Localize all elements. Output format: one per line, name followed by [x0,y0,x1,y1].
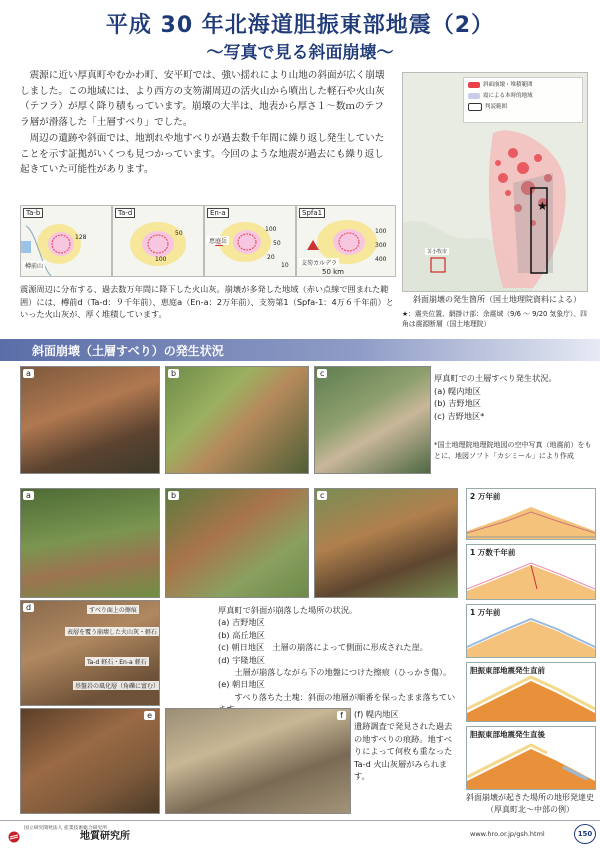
caption-item: すべり落ちた土塊：斜面の地層が順番を保ったまま落ちてい [234,691,456,702]
tephra-map-spfa1: Spfa1 支笏カルデラ 100 300 400 [296,205,396,277]
page-title: 平成 30 年北海道胆振東部地震（2） [105,13,495,38]
tephra-map-ta-b: Ta-b 樽前山 128 [20,205,112,277]
page-subtitle: 〜写真で見る斜面崩壊〜 [206,43,394,63]
footer-url[interactable]: www.hro.or.jp/gsh.html [470,830,545,838]
intro-paragraph-2: 周辺の遺跡や斜面では、地割れや地すべりが過去数千年間に繰り返し発生していたことを示す証拠がいくつも見つかっています。今回のような地震が過去にも繰り返し起きていた可能性があります。 [20,132,385,176]
diagram-10k: 1 万年前 [466,604,596,658]
footer-divider [0,820,600,821]
intro-paragraph-1: 震源に近い厚真町やむかわ町、安平町では、強い揺れにより山地の斜面が広く崩壊しました。この地域には、より西方の支笏湖周辺の活火山から噴出した軽石や火山灰（テフラ）が厚く降り積もっています。崩壊の大半は、地表から厚さ１～数ｍのテフラ層が滑落した「土層すべり」でした。 [20,70,385,129]
tephra-map-ta-d: Ta-d 50 100 [112,205,204,277]
photo-ground-b: b [165,488,309,598]
caption-ground: 厚真町で斜面が崩落した場所の状況。 (a) 吉野地区 (b) 高丘地区 (c) 朝日地区 土層の崩落によって側面に形成された崖。 (d) 宇隆地区 土層が崩落しながら下の地盤につけた擦痕（ひっかき傷）。 (e) 朝日地区 すべり落ちた土塊：斜面の地層が順番を保ったまま落ちてい [218,604,458,716]
diagram-caption: 斜面崩壊が起きた場所の地形発達史（厚真町北〜中部の例） [466,793,594,814]
tephra-label: Ta-b [23,208,43,218]
photo-d-note: Ta-d 軽石・En-a 軽石 [87,659,147,666]
map-note: ★：震央位置、網掛け部：余震域（9/6 〜 9/20 気象庁）、四角は震源断層（国土地理院） [402,310,587,328]
aist-logo-icon [8,828,20,840]
photo-aerial-c: c [314,366,431,474]
legend-item: 震による本時的地域 [468,91,578,102]
caption-item: (c) 朝日地区 土層の崩落によって側面に形成された崖。 [218,642,428,653]
tephra-map-en-a: En-a 恵庭岳 100 50 20 10 [204,205,296,277]
photo-ground-c: c [314,488,458,598]
scale-bar: 50 km [322,268,345,276]
diagram-15k: 1 万数千年前 [466,544,596,600]
section-title: 斜面崩壊（土層すべり）の発生状況 [32,344,224,358]
photo-d-note: 基盤岩の風化層（角礫に富む） [75,683,160,690]
legend-item: 斜面崩壊・堆積範囲 [468,80,578,91]
tephra-place: 樽前山 [25,263,44,270]
photo-d-note: 表層を覆う崩壊した火山灰・軽石 [67,629,158,636]
map-legend [463,77,583,123]
tephra-caption: 震源周辺に分布する、過去数万年間に降下した火山灰。崩壊が多発した地域（赤い点線で囲まれた範囲）には、樽前d（Ta-d：９千年前）、恵庭a（En-a：2万年前）、支笏第1（Spfa-1：4万６千年前）といった火山灰が、厚く堆積しています。 [20,284,394,320]
caption-item: (c) 吉野地区* [434,410,485,421]
tephra-label: Spfa1 [299,208,325,218]
caption-item: (b) 吉野地区 [434,398,481,408]
tephra-place: 支笏カルデラ [301,260,338,267]
caption-item: 土層が崩落しながら下の地盤につけた擦痕（ひっかき傷）。 [218,667,452,678]
diagram-before-quake: 胆振東部地震発生直前 [466,662,596,722]
photo-f: f [165,708,351,814]
photo-aerial-a: a [20,366,160,474]
caption-item: (d) 宇隆地区 [218,654,265,665]
caption-aerial: 厚真町での土層すべり発生状況。 (a) 幌内地区 (b) 吉野地区 (c) 吉野地区* [434,372,594,422]
photo-e: e [20,708,160,814]
footer-institute: 地質研究所 [80,831,130,842]
photo-aerial-b: b [165,366,309,474]
svg-text:★: ★ [537,199,548,213]
caption-item: (b) 高丘地区 [218,629,265,640]
legend-item: 判読範囲 [468,102,578,113]
photo-d: d すべり面上の擦痕 表層を覆う崩壊した火山灰・軽石 Ta-d 軽石・En-a 軽石 基盤岩の風化層（角礫に富む） [20,600,160,706]
map-caption: 斜面崩壊の発生箇所（国土地理院資料による） [413,295,581,304]
photo-ground-a: a [20,488,160,598]
footer-org: 国立研究開発法人 産業技術総合研究所 [24,826,108,831]
tephra-label: Ta-d [115,208,135,218]
caption-item: (e) 朝日地区 [218,679,265,690]
anniversary-badge: 150 [574,824,596,844]
caption-f: (f) 幌内地区 遺跡調査で発見された過去の地すべりの痕跡。地すべりによって何枚も重なった Ta-d 火山灰層がみられます。 [354,709,453,782]
diagram-after-quake: 胆振東部地震発生直後 [466,726,596,790]
intro-text [20,68,392,178]
tephra-label: En-a [207,208,229,218]
photo-d-note: すべり面上の擦痕 [89,607,137,614]
map-place-label: 苫小牧市 [427,249,448,255]
tephra-place: 恵庭岳 [209,238,228,245]
caption-item: (a) 幌内地区 [434,385,481,396]
caption-item: (a) 吉野地区 [218,617,265,628]
diagram-20k: 2 万年前 [466,488,596,540]
landslide-location-map [402,72,588,292]
caption-aerial-note: *国土地理院地理院地図の空中写真（地震前）をもとに、地図ソフト「カシミール」により作成 [434,441,592,460]
